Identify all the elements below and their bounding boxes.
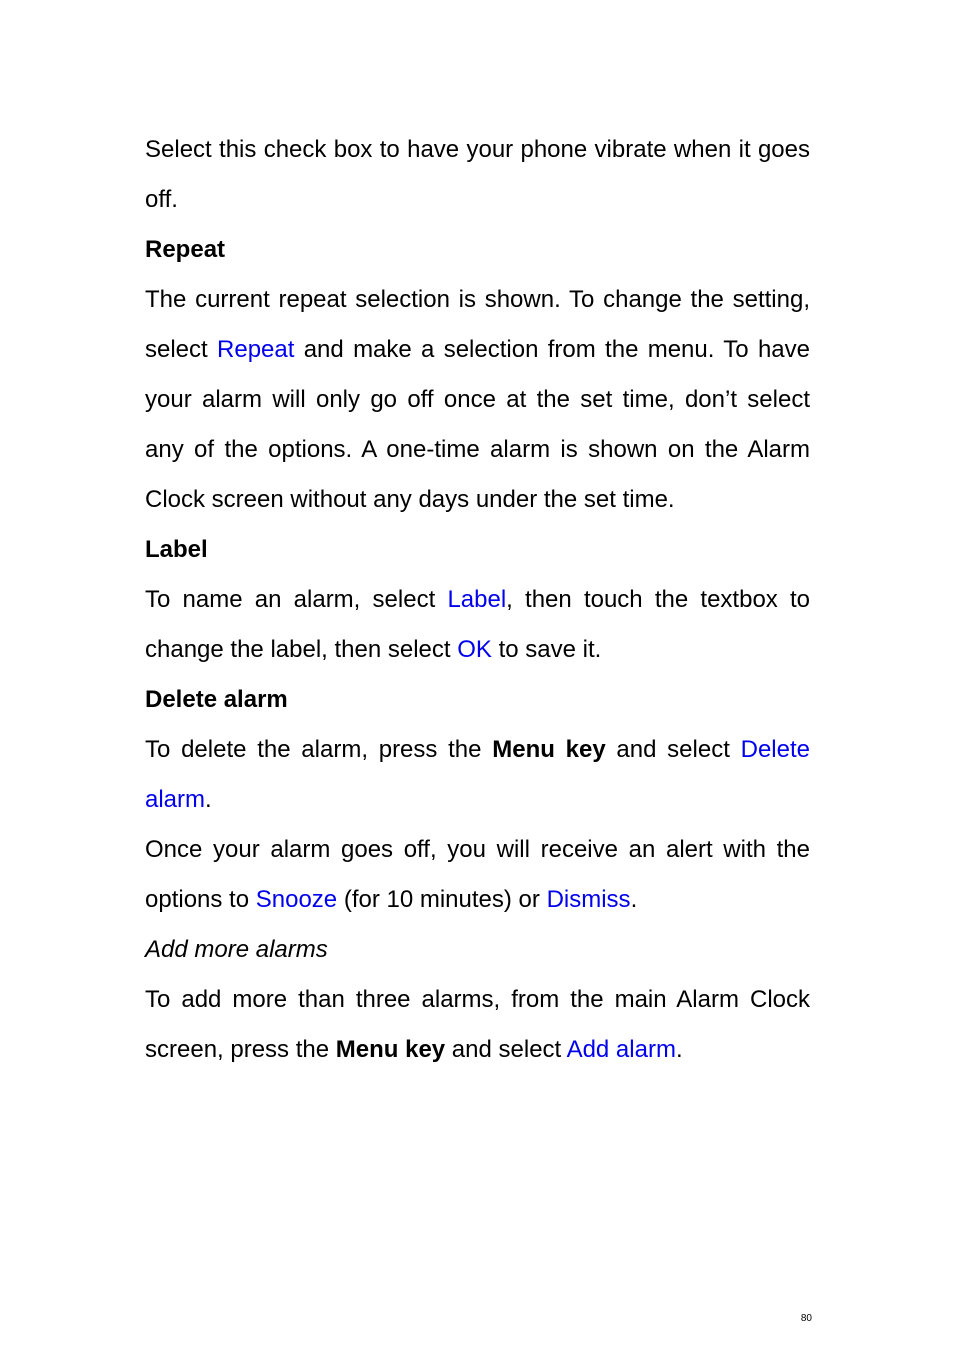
alert-text-2: (for 10 minutes) or (337, 886, 547, 913)
delete-alarm-link[interactable]: Delete alarm (145, 736, 810, 813)
add-alarm-link[interactable]: Add alarm (566, 1036, 676, 1063)
repeat-text-1: The current repeat selection is shown. To change the setting, select (145, 286, 810, 363)
delete-alarm-paragraph (145, 725, 810, 825)
delete-text-2: and select (605, 736, 741, 763)
label-text-1: To name an alarm, select (145, 586, 448, 613)
menu-key-label: Menu key (492, 736, 606, 763)
delete-alarm-heading: Delete alarm (145, 686, 288, 713)
repeat-link[interactable]: Repeat (217, 336, 295, 363)
label-link[interactable]: Label (447, 586, 507, 613)
label-text-2: , then touch the textbox to change the label, then select (145, 586, 810, 663)
ok-link[interactable]: OK (457, 636, 492, 663)
repeat-heading: Repeat (145, 236, 226, 263)
repeat-paragraph (145, 275, 810, 525)
document-body (145, 125, 810, 1075)
add-text-3: . (675, 1036, 683, 1063)
dismiss-link[interactable]: Dismiss (546, 886, 631, 913)
label-heading: Label (145, 536, 208, 563)
add-text-2: and select (445, 1036, 567, 1063)
add-text-1: To add more than three alarms, from the main Alarm Clock screen, press the (145, 986, 810, 1063)
alert-paragraph (145, 825, 810, 925)
snooze-link[interactable]: Snooze (255, 886, 338, 913)
alert-text-1: Once your alarm goes off, you will receive an alert with the options to (145, 836, 810, 913)
label-text-3: to save it. (491, 636, 602, 663)
alert-text-3: . (630, 886, 638, 913)
label-paragraph (145, 575, 810, 675)
menu-key-label-2: Menu key (335, 1036, 446, 1063)
add-more-alarms-heading: Add more alarms (145, 936, 328, 963)
vibrate-paragraph: Select this check box to have your phone vibrate when it goes off. (145, 136, 810, 213)
page-number: 80 (800, 1313, 812, 1324)
delete-text-1: To delete the alarm, press the (145, 736, 493, 763)
repeat-text-2: and make a selection from the menu. To have your alarm will only go off once at the set time, don’t select any of the options. A one-time alarm is shown on the Alarm Clock screen without any days under the set time. (145, 336, 810, 513)
add-more-paragraph (145, 975, 810, 1075)
delete-text-3: . (205, 786, 212, 813)
